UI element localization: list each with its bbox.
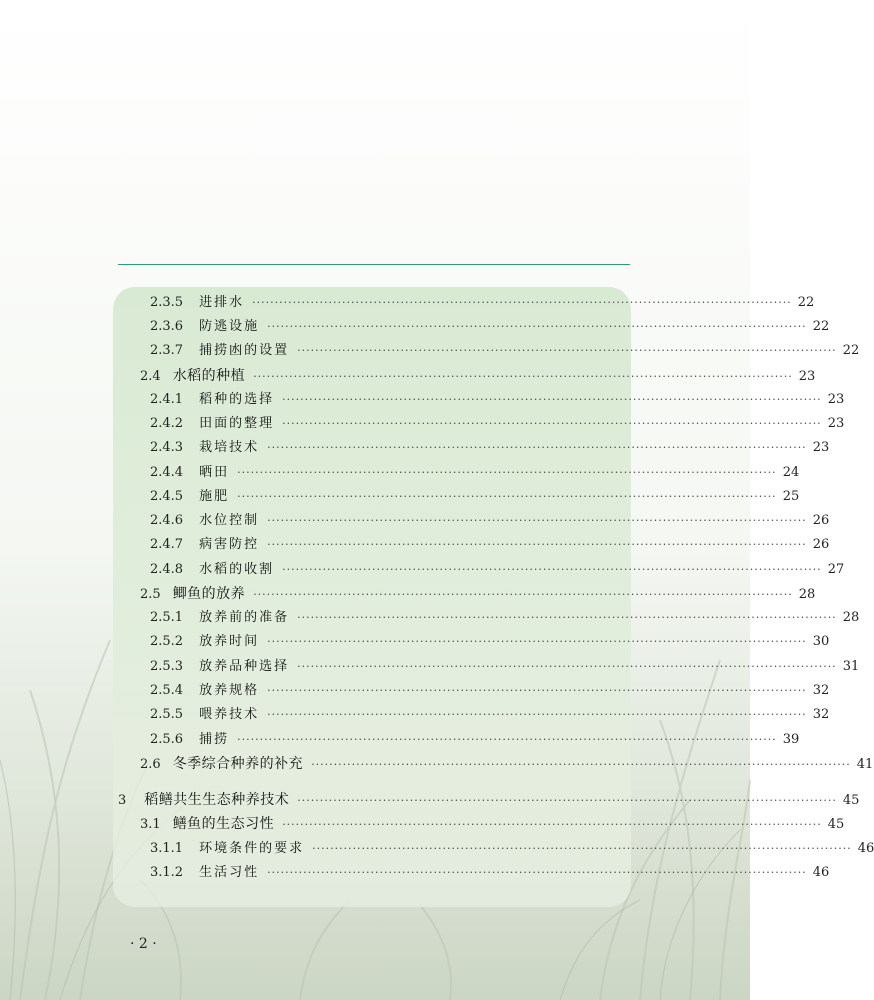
toc-entry-page: 39 — [782, 732, 800, 747]
toc-leader-dots: ························································································································ — [267, 708, 807, 721]
toc-entry-number: 2.4.4 — [150, 465, 184, 480]
toc-entry-number: 2.4.6 — [150, 513, 184, 528]
toc-entry-title: 鲫鱼的放养 — [172, 586, 246, 602]
toc-entry-number: 2.5.1 — [150, 610, 184, 625]
toc-leader-dots: ························································································································ — [297, 611, 837, 624]
toc-entry-number: 2.4.7 — [150, 537, 184, 552]
toc-entry-title: 捕捞 — [199, 732, 230, 747]
toc-entry[interactable] — [150, 631, 830, 653]
toc-entry-number: 2.4.2 — [150, 416, 184, 431]
toc-entry-page: 23 — [827, 392, 845, 407]
page-number: · 2 · — [130, 936, 157, 952]
toc-entry[interactable] — [140, 813, 845, 835]
toc-entry-page: 24 — [782, 465, 800, 480]
toc-entry-title: 生活习性 — [199, 865, 260, 880]
toc-leader-dots: ························································································································ — [267, 866, 807, 879]
toc-entry-page: 46 — [812, 865, 830, 880]
toc-leader-dots: ························································································································ — [267, 320, 807, 333]
toc-entry[interactable] — [150, 316, 830, 338]
toc-entry-number: 2.5.2 — [150, 634, 184, 649]
toc-entry-page: 23 — [812, 440, 830, 455]
toc-leader-dots: ························································································································ — [297, 794, 837, 807]
toc-entry-page: 32 — [812, 683, 830, 698]
toc-leader-dots: ························································································································ — [297, 344, 837, 357]
header-rule — [118, 264, 630, 265]
toc-entry[interactable] — [140, 365, 816, 387]
toc-entry-page: 32 — [812, 707, 830, 722]
toc-entry-number: 3.1.2 — [150, 865, 184, 880]
toc-entry-number: 2.4.8 — [150, 562, 184, 577]
toc-entry-number: 2.4.1 — [150, 392, 184, 407]
toc-entry-number: 2.4.3 — [150, 440, 184, 455]
toc-entry-page: 30 — [812, 634, 830, 649]
toc-entry-page: 25 — [782, 489, 800, 504]
toc-entry-title: 稻种的选择 — [199, 392, 275, 407]
toc-entry[interactable] — [150, 607, 860, 629]
toc-entry-page: 46 — [857, 841, 874, 856]
toc-leader-dots: ························································································································ — [237, 733, 777, 746]
toc-entry-title: 捕捞凼的设置 — [199, 343, 290, 358]
toc-leader-dots: ························································································································ — [237, 490, 777, 503]
toc-leader-dots: ························································································································ — [267, 538, 807, 551]
toc-leader-dots: ························································································································ — [312, 842, 852, 855]
toc-entry-page: 31 — [842, 659, 860, 674]
toc-entry-page: 45 — [827, 817, 845, 832]
toc-entry[interactable] — [150, 862, 830, 884]
toc-entry-page: 22 — [812, 319, 830, 334]
toc-entry[interactable] — [150, 729, 800, 751]
toc-entry-title: 防逃设施 — [199, 319, 260, 334]
toc-entry-title: 进排水 — [199, 295, 245, 310]
toc-entry-title: 放养时间 — [199, 634, 260, 649]
toc-entry-page: 28 — [842, 610, 860, 625]
toc-leader-dots: ························································································································ — [297, 660, 837, 673]
toc-entry-number: 2.5.4 — [150, 683, 184, 698]
toc-entry-number: 3 — [118, 793, 127, 808]
toc-entry-title: 放养前的准备 — [199, 610, 290, 625]
toc-entry-page: 45 — [842, 793, 860, 808]
toc-entry[interactable] — [150, 656, 860, 678]
toc-entry[interactable] — [150, 389, 845, 411]
toc-entry-title: 水位控制 — [199, 513, 260, 528]
toc-entry-title: 水稻的收割 — [199, 562, 275, 577]
toc-entry[interactable] — [150, 486, 800, 508]
toc-entry[interactable] — [150, 510, 830, 532]
toc-leader-dots: ························································································································ — [282, 818, 822, 831]
toc-entry-number: 2.5.6 — [150, 732, 184, 747]
toc-entry-number: 2.4.5 — [150, 489, 184, 504]
toc-entry-page: 26 — [812, 537, 830, 552]
toc-entry[interactable] — [150, 340, 860, 362]
toc-entry[interactable] — [150, 437, 830, 459]
toc-leader-dots: ························································································································ — [253, 370, 793, 383]
toc-entry-page: 28 — [798, 587, 816, 602]
toc-entry[interactable] — [140, 753, 874, 775]
toc-entry-title: 放养品种选择 — [199, 659, 290, 674]
toc-entry-title: 鳝鱼的生态习性 — [172, 816, 275, 832]
toc-entry-title: 病害防控 — [199, 537, 260, 552]
toc-entry-page: 23 — [827, 416, 845, 431]
toc-entry[interactable] — [150, 462, 800, 484]
toc-entry[interactable] — [150, 534, 830, 556]
toc-entry-page: 23 — [798, 369, 816, 384]
toc-entry-page: 22 — [842, 343, 860, 358]
toc-leader-dots: ························································································································ — [282, 417, 822, 430]
toc-entry-title: 环境条件的要求 — [199, 841, 305, 856]
toc-leader-dots: ························································································································ — [311, 758, 851, 771]
toc-leader-dots: ························································································································ — [282, 563, 822, 576]
toc-entry-title: 喂养技术 — [199, 707, 260, 722]
toc-entry-number: 2.3.6 — [150, 319, 184, 334]
toc-entry-page: 22 — [797, 295, 815, 310]
toc-entry-title: 晒田 — [199, 465, 230, 480]
toc-leader-dots: ························································································································ — [253, 588, 793, 601]
toc-entry[interactable] — [140, 583, 816, 605]
toc-entry[interactable] — [150, 413, 845, 435]
toc-leader-dots: ························································································································ — [267, 684, 807, 697]
toc-entry-number: 2.6 — [140, 757, 161, 772]
toc-entry[interactable] — [150, 292, 815, 314]
toc-entry-number: 2.5 — [140, 587, 161, 602]
toc-leader-dots: ························································································································ — [267, 635, 807, 648]
toc-entry-number: 2.5.3 — [150, 659, 184, 674]
toc-entry[interactable] — [118, 789, 860, 811]
toc-entry[interactable] — [150, 838, 874, 860]
toc-entry-title: 水稻的种植 — [172, 368, 246, 384]
toc-entry[interactable] — [150, 704, 830, 726]
toc-entry-title: 稻鳝共生生态种养技术 — [144, 792, 290, 808]
toc-leader-dots: ························································································································ — [237, 466, 777, 479]
toc-entry-number: 2.5.5 — [150, 707, 184, 722]
toc-entry-title: 放养规格 — [199, 683, 260, 698]
toc-leader-dots: ························································································································ — [267, 441, 807, 454]
toc-entry-number: 2.3.5 — [150, 295, 184, 310]
toc-entry-page: 41 — [856, 757, 874, 772]
toc-entry-title: 冬季综合种养的补充 — [172, 756, 304, 772]
toc-entry-number: 3.1.1 — [150, 841, 184, 856]
toc-entry-title: 田面的整理 — [199, 416, 275, 431]
toc-entry[interactable] — [150, 559, 845, 581]
toc-leader-dots: ························································································································ — [252, 296, 792, 309]
toc-entry-number: 2.4 — [140, 369, 161, 384]
toc-entry-title: 施肥 — [199, 489, 230, 504]
toc-entry-number: 2.3.7 — [150, 343, 184, 358]
toc-entry-page: 27 — [827, 562, 845, 577]
toc-entry-number: 3.1 — [140, 817, 161, 832]
toc-entry-page: 26 — [812, 513, 830, 528]
toc-entry[interactable] — [150, 680, 830, 702]
toc-leader-dots: ························································································································ — [267, 514, 807, 527]
toc-leader-dots: ························································································································ — [282, 393, 822, 406]
toc-entry-title: 栽培技术 — [199, 440, 260, 455]
